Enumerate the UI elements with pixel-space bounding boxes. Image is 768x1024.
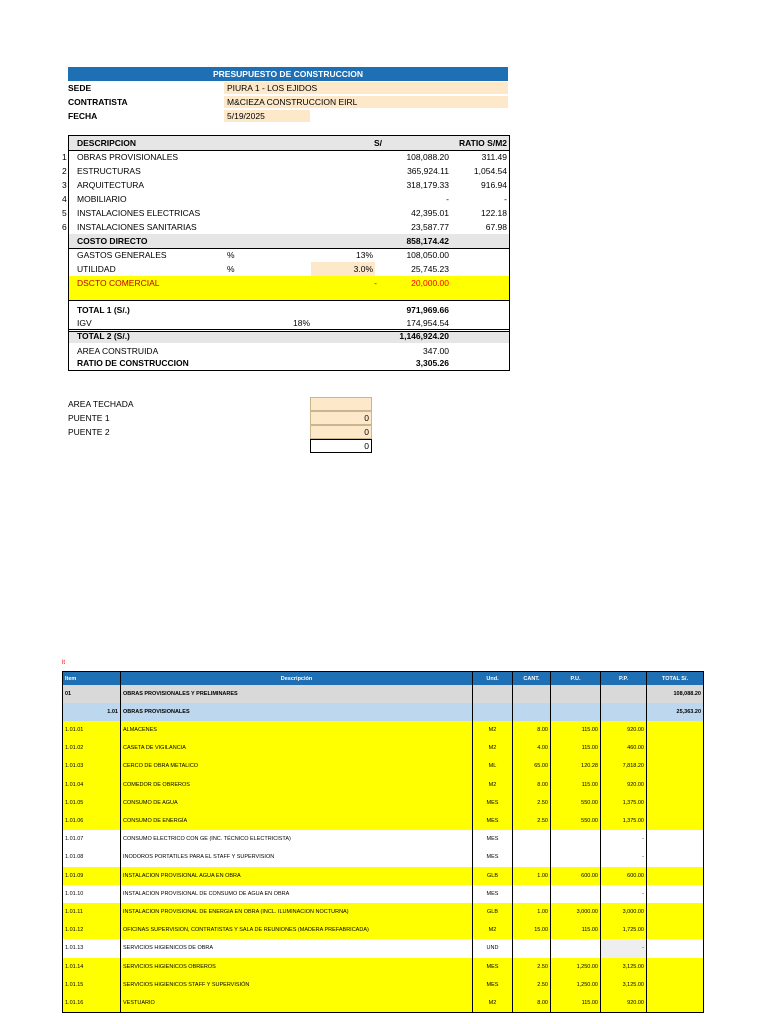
detail-cell-pu xyxy=(550,939,600,957)
detail-row xyxy=(62,794,704,813)
detail-cell-und: MES xyxy=(472,812,512,830)
header-descripcion: DESCRIPCION xyxy=(77,138,137,148)
detail-row xyxy=(62,757,704,776)
detail-cell-und: MES xyxy=(472,976,512,994)
detail-row xyxy=(62,721,704,740)
detail-cell-cant: 2.50 xyxy=(512,812,550,830)
detail-cell-pp: - xyxy=(600,885,646,903)
detail-cell-pu: 115.00 xyxy=(550,921,600,939)
detail-cell-und: M2 xyxy=(472,994,512,1012)
area-value: 347.00 xyxy=(423,346,449,356)
fecha-value: 5/19/2025 xyxy=(224,110,310,122)
detail-cell-item: 1.01.11 xyxy=(62,903,120,921)
detail-row xyxy=(62,976,704,995)
detail-cell-cant: 8.00 xyxy=(512,721,550,739)
detail-cell-pp: 1,375.00 xyxy=(600,794,646,812)
summary-item-number: 6 xyxy=(62,222,67,232)
summary-item-row xyxy=(62,192,509,206)
detail-cell-item: 1.01.12 xyxy=(62,921,120,939)
detail-cell-total xyxy=(646,903,704,921)
detail-cell-total xyxy=(646,812,704,830)
detail-cell-und: MES xyxy=(472,885,512,903)
ratio-label: RATIO DE CONSTRUCCION xyxy=(77,358,189,368)
detail-row xyxy=(62,812,704,831)
detail-cell-desc: OBRAS PROVISIONALES xyxy=(120,703,472,721)
igv-value: 174,954.54 xyxy=(406,318,449,328)
detail-cell-cant: 2.50 xyxy=(512,794,550,812)
detail-cell-item: 1.01.03 xyxy=(62,757,120,775)
detail-cell-cant: 2.50 xyxy=(512,958,550,976)
detail-cell-pu: 115.00 xyxy=(550,994,600,1012)
detail-cell-pp xyxy=(600,685,646,703)
detail-cell-item: 1.01 xyxy=(62,703,120,721)
detail-cell-pu xyxy=(550,885,600,903)
costo-directo-label: COSTO DIRECTO xyxy=(77,236,148,246)
detail-cell-desc: SERVICIOS HIGIENICOS DE OBRA xyxy=(120,939,472,957)
detail-cell-item: 1.01.13 xyxy=(62,939,120,957)
summary-item-ratio: 67.98 xyxy=(485,222,507,232)
detail-cell-desc: INSTALACION PROVISIONAL DE ENERGIA EN OBRA (INCL. ILUMINACION NOCTURNA) xyxy=(120,903,472,921)
dscto-label: DSCTO COMERCIAL xyxy=(77,278,160,288)
detail-row xyxy=(62,739,704,758)
costo-directo-row xyxy=(69,234,509,248)
detail-cell-cant xyxy=(512,885,550,903)
detail-row xyxy=(62,776,704,795)
total2-row xyxy=(69,332,509,343)
gg-value: 108,050.00 xyxy=(406,250,449,260)
detail-cell-total xyxy=(646,776,704,794)
detail-cell-desc: VESTUARIO xyxy=(120,994,472,1012)
detail-cell-und: MES xyxy=(472,848,512,866)
detail-cell-pu: 115.00 xyxy=(550,776,600,794)
detail-cell-total xyxy=(646,921,704,939)
detail-cell-und xyxy=(472,685,512,703)
dscto-comercial-row xyxy=(69,276,509,300)
summary-item-ratio: 311.49 xyxy=(481,152,507,162)
dscto-dash: - xyxy=(374,278,377,288)
detail-cell-pp: 920.00 xyxy=(600,994,646,1012)
detail-cell-pu xyxy=(550,830,600,848)
ut-label: UTILIDAD xyxy=(77,264,116,274)
detail-cell-cant: 8.00 xyxy=(512,994,550,1012)
ut-value: 25,745.23 xyxy=(411,264,449,274)
detail-row xyxy=(62,848,704,867)
detail-cell-total xyxy=(646,794,704,812)
detail-cell-total: 25,363.20 xyxy=(646,703,704,721)
detail-cell-pu: 550.00 xyxy=(550,794,600,812)
gastos-generales-row xyxy=(69,248,509,262)
summary-item-value: 318,179.33 xyxy=(406,180,449,190)
detail-cell-total xyxy=(646,958,704,976)
contratista-value: M&CIEZA CONSTRUCCION EIRL xyxy=(224,96,508,108)
total2-value: 1,146,924.20 xyxy=(399,331,449,341)
detail-row xyxy=(62,885,704,904)
detail-row xyxy=(62,994,704,1013)
detail-header-row xyxy=(62,671,704,686)
detail-cell-desc: CONSUMO ELECTRICO CON GE (INC. TÉCNICO ELECTRICISTA) xyxy=(120,830,472,848)
summary-item-number: 3 xyxy=(62,180,67,190)
summary-item-ratio: 122.18 xyxy=(481,208,507,218)
summary-item-number: 4 xyxy=(62,194,67,204)
detail-cell-pp: 1,375.00 xyxy=(600,812,646,830)
summary-item-number: 2 xyxy=(62,166,67,176)
detail-cell-pp: 3,000.00 xyxy=(600,903,646,921)
detail-cell-cant: 2.50 xyxy=(512,976,550,994)
dscto-value: 20,000.00 xyxy=(411,278,449,288)
detail-cell-total xyxy=(646,721,704,739)
igv-label: IGV xyxy=(77,318,92,328)
total2-label: TOTAL 2 (S/.) xyxy=(77,331,130,341)
summary-item-description: MOBILIARIO xyxy=(77,194,127,204)
utilidad-row xyxy=(69,262,509,276)
detail-cell-cant xyxy=(512,703,550,721)
detail-cell-item: 1.01.06 xyxy=(62,812,120,830)
detail-cell-cant: 15.00 xyxy=(512,921,550,939)
detail-row xyxy=(62,939,704,958)
detail-cell-total xyxy=(646,867,704,885)
detail-cell-und: M2 xyxy=(472,776,512,794)
detail-cell-desc: INSTALACION PROVISIONAL DE CONSUMO DE AGUA EN OBRA xyxy=(120,885,472,903)
detail-cell-pp: 920.00 xyxy=(600,776,646,794)
detail-cell-total xyxy=(646,848,704,866)
summary-item-description: INSTALACIONES ELECTRICAS xyxy=(77,208,201,218)
detail-cell-cant: 8.00 xyxy=(512,776,550,794)
header-ratio: RATIO S/M2 xyxy=(458,138,507,148)
detail-cell-item: 1.01.05 xyxy=(62,794,120,812)
summary-item-description: INSTALACIONES SANITARIAS xyxy=(77,222,197,232)
total-techada-cell: 0 xyxy=(310,439,372,453)
igv-row xyxy=(69,316,509,330)
detail-header-total: TOTAL S/. xyxy=(646,672,704,685)
detail-cell-pu: 120.28 xyxy=(550,757,600,775)
detail-header-item: Item xyxy=(62,672,120,685)
detail-cell-item: 1.01.09 xyxy=(62,867,120,885)
detail-cell-pu: 550.00 xyxy=(550,812,600,830)
detail-row xyxy=(62,830,704,849)
detail-cell-pp: - xyxy=(600,830,646,848)
area-techada-label: AREA TECHADA xyxy=(68,399,134,409)
detail-cell-pu: 1,250.00 xyxy=(550,958,600,976)
detail-marker: lt xyxy=(62,660,65,666)
detail-cell-pp: 920.00 xyxy=(600,721,646,739)
detail-cell-und: M2 xyxy=(472,739,512,757)
detail-cell-total xyxy=(646,739,704,757)
detail-cell-und: MES xyxy=(472,830,512,848)
detail-cell-pp: 1,725.00 xyxy=(600,921,646,939)
detail-cell-desc: CERCO DE OBRA METALICO xyxy=(120,757,472,775)
puente2-input[interactable]: 0 xyxy=(310,425,372,439)
detail-cell-pp: 7,818.20 xyxy=(600,757,646,775)
detail-cell-und: UND xyxy=(472,939,512,957)
detail-cell-desc: INSTALACION PROVISIONAL AGUA EN OBRA xyxy=(120,867,472,885)
detail-cell-item: 1.01.04 xyxy=(62,776,120,794)
summary-item-value: 23,587.77 xyxy=(411,222,449,232)
detail-cell-desc: COMEDOR DE OBREROS xyxy=(120,776,472,794)
detail-cell-pp xyxy=(600,703,646,721)
detail-cell-pu xyxy=(550,685,600,703)
summary-item-row xyxy=(62,206,509,220)
detail-cell-desc: INODOROS PORTATILES PARA EL STAFF Y SUPERVISION xyxy=(120,848,472,866)
detail-header-cant: CANT. xyxy=(512,672,550,685)
detail-cell-pp: 600.00 xyxy=(600,867,646,885)
summary-item-value: 42,395.01 xyxy=(411,208,449,218)
detail-cell-desc: OFICINAS SUPERVISION, CONTRATISTAS Y SALA DE REUNIONES (MADERA PREFABRICADA) xyxy=(120,921,472,939)
detail-cell-item: 1.01.07 xyxy=(62,830,120,848)
detail-cell-pu: 1,250.00 xyxy=(550,976,600,994)
detail-cell-cant xyxy=(512,848,550,866)
total1-label: TOTAL 1 (S/.) xyxy=(77,305,130,315)
ratio-value: 3,305.26 xyxy=(415,358,449,368)
detail-cell-desc: OBRAS PROVISIONALES Y PRELIMINARES xyxy=(120,685,472,703)
summary-item-value: - xyxy=(446,194,449,204)
detail-cell-item: 1.01.08 xyxy=(62,848,120,866)
detail-cell-desc: ALMACENES xyxy=(120,721,472,739)
detail-cell-total xyxy=(646,994,704,1012)
summary-item-row xyxy=(62,164,509,178)
detail-row xyxy=(62,958,704,977)
puente1-label: PUENTE 1 xyxy=(68,413,110,423)
summary-item-row xyxy=(62,220,509,234)
detail-cell-cant xyxy=(512,685,550,703)
detail-cell-total xyxy=(646,757,704,775)
costo-directo-value: 858,174.42 xyxy=(406,236,449,246)
sede-value: PIURA 1 - LOS EJIDOS xyxy=(224,82,508,94)
detail-cell-pu: 115.00 xyxy=(550,739,600,757)
summary-item-ratio: 916.94 xyxy=(481,180,507,190)
detail-header-pu: P.U. xyxy=(550,672,600,685)
ut-pct-symbol: % xyxy=(227,264,235,274)
detail-cell-item: 1.01.02 xyxy=(62,739,120,757)
detail-header-pp: P.P. xyxy=(600,672,646,685)
detail-cell-pp: 460.00 xyxy=(600,739,646,757)
detail-cell-und xyxy=(472,703,512,721)
summary-item-ratio: 1,054.54 xyxy=(473,166,507,176)
summary-item-description: ARQUITECTURA xyxy=(77,180,145,190)
detail-cell-desc: SERVICIOS HIGIENICOS OBREROS xyxy=(120,958,472,976)
puente2-label: PUENTE 2 xyxy=(68,427,110,437)
detail-row xyxy=(62,867,704,886)
area-techada-input[interactable] xyxy=(310,397,372,411)
summary-item-value: 108,088.20 xyxy=(406,152,449,162)
detail-cell-total: 108,088.20 xyxy=(646,685,704,703)
area-label: AREA CONSTRUIDA xyxy=(77,346,159,356)
contratista-label: CONTRATISTA xyxy=(68,97,128,107)
summary-item-description: ESTRUCTURAS xyxy=(77,166,141,176)
detail-cell-pp: - xyxy=(600,939,646,957)
summary-item-description: OBRAS PROVISIONALES xyxy=(77,152,179,162)
detail-cell-pu xyxy=(550,848,600,866)
detail-cell-item: 1.01.10 xyxy=(62,885,120,903)
gg-pct-symbol: % xyxy=(227,250,235,260)
detail-cell-pp: 3,125.00 xyxy=(600,958,646,976)
detail-cell-cant: 1.00 xyxy=(512,867,550,885)
detail-row xyxy=(62,685,704,704)
detail-cell-pu: 3,000.00 xyxy=(550,903,600,921)
detail-cell-und: ML xyxy=(472,757,512,775)
detail-row xyxy=(62,921,704,940)
detail-row xyxy=(62,703,704,722)
total1-value: 971,969.66 xyxy=(406,305,449,315)
detail-cell-cant xyxy=(512,830,550,848)
detail-cell-pu xyxy=(550,703,600,721)
detail-cell-cant: 4.00 xyxy=(512,739,550,757)
detail-cell-und: M2 xyxy=(472,921,512,939)
detail-cell-cant: 1.00 xyxy=(512,903,550,921)
budget-title: PRESUPUESTO DE CONSTRUCCION xyxy=(68,67,508,81)
detail-cell-item: 1.01.14 xyxy=(62,958,120,976)
detail-cell-desc: SERVICIOS HIGIENICOS STAFF Y SUPERVISIÓN xyxy=(120,976,472,994)
detail-cell-cant: 65.00 xyxy=(512,757,550,775)
detail-cell-und: GLB xyxy=(472,867,512,885)
detail-cell-total xyxy=(646,976,704,994)
detail-cell-und: MES xyxy=(472,794,512,812)
fecha-label: FECHA xyxy=(68,111,98,121)
sede-label: SEDE xyxy=(68,83,92,93)
summary-header-row xyxy=(69,136,509,150)
detail-cell-pp: - xyxy=(600,848,646,866)
detail-cell-item: 1.01.15 xyxy=(62,976,120,994)
detail-header-desc: Descripción xyxy=(120,672,472,685)
summary-table xyxy=(62,135,510,371)
detail-cell-und: MES xyxy=(472,958,512,976)
detail-cell-pu: 600.00 xyxy=(550,867,600,885)
puente1-input[interactable]: 0 xyxy=(310,411,372,425)
detail-cell-total xyxy=(646,885,704,903)
detail-cell-und: M2 xyxy=(472,721,512,739)
detail-cell-item: 1.01.01 xyxy=(62,721,120,739)
summary-item-row xyxy=(62,178,509,192)
detail-cell-desc: CONSUMO DE AGUA xyxy=(120,794,472,812)
detail-header-und: Und. xyxy=(472,672,512,685)
ut-pct: 3.0% xyxy=(311,262,375,276)
summary-item-number: 1 xyxy=(62,152,67,162)
summary-item-ratio: - xyxy=(504,194,507,204)
detail-cell-item: 01 xyxy=(62,685,120,703)
detail-cell-und: GLB xyxy=(472,903,512,921)
detail-cell-total xyxy=(646,939,704,957)
detail-cell-pu: 115.00 xyxy=(550,721,600,739)
igv-pct: 18% xyxy=(293,318,311,328)
header-soles: S/ xyxy=(374,138,383,148)
detail-cell-desc: CASETA DE VIGILANCIA xyxy=(120,739,472,757)
detail-cell-cant xyxy=(512,939,550,957)
summary-item-value: 365,924.11 xyxy=(407,166,449,176)
gg-label: GASTOS GENERALES xyxy=(77,250,167,260)
detail-cell-item: 1.01.16 xyxy=(62,994,120,1012)
detail-cell-pp: 3,125.00 xyxy=(600,976,646,994)
summary-item-row xyxy=(62,150,509,164)
detail-row xyxy=(62,903,704,922)
total1-row xyxy=(69,303,509,317)
summary-item-number: 5 xyxy=(62,208,67,218)
ratio-construccion-row xyxy=(69,356,509,370)
detail-cell-total xyxy=(646,830,704,848)
gg-pct: 13% xyxy=(355,250,373,260)
detail-cell-desc: CONSUMO DE ENERGÍA xyxy=(120,812,472,830)
